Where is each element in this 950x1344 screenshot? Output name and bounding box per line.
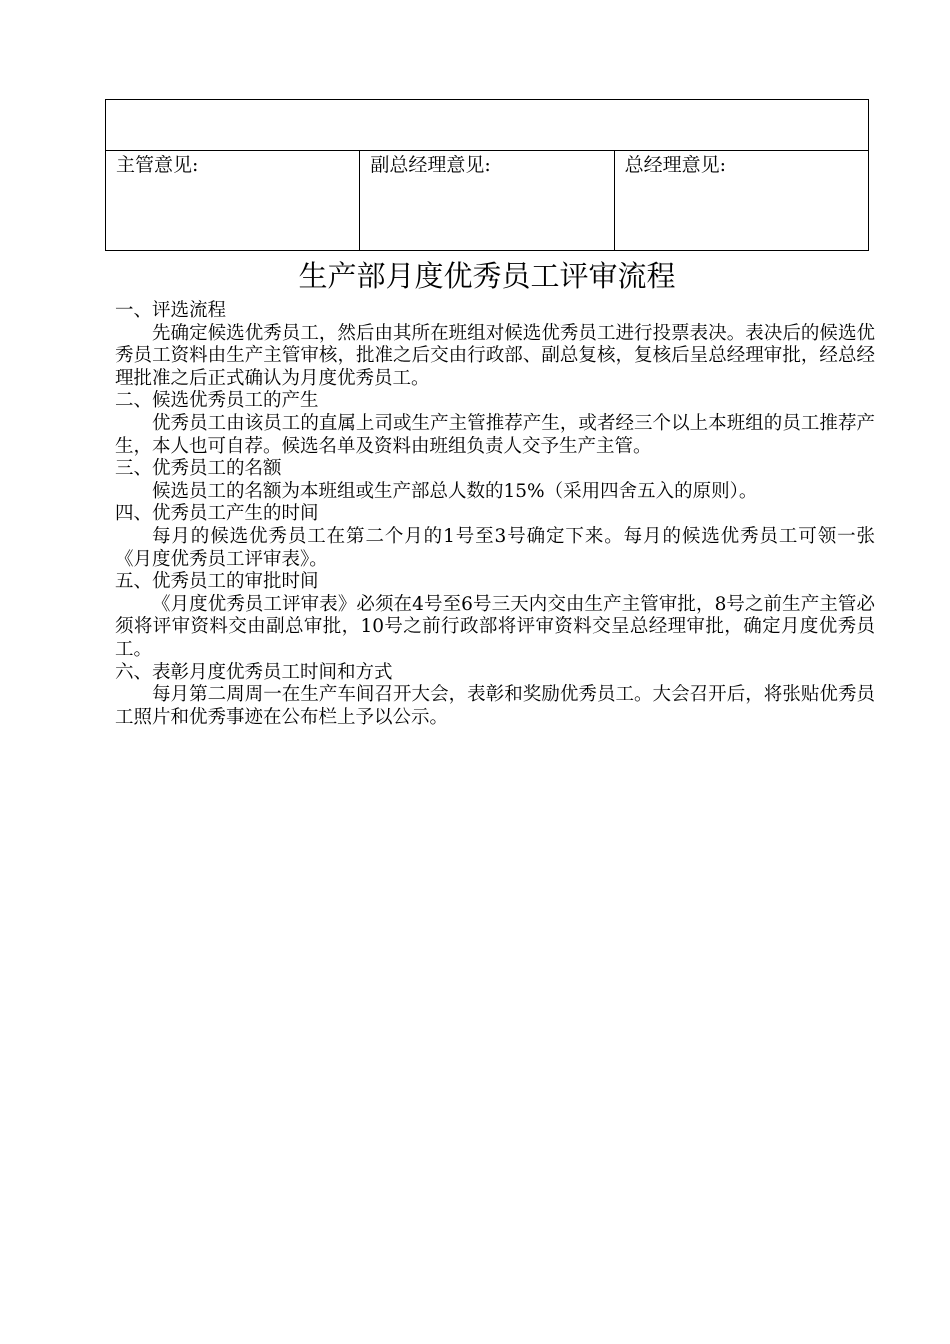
section-heading: 四、优秀员工产生的时间 [115, 503, 319, 525]
supervisor-opinion-cell [106, 151, 359, 250]
approval-table [105, 99, 869, 251]
section-heading: 一、评选流程 [115, 300, 227, 321]
section-heading: 三、优秀员工的名额 [115, 458, 282, 480]
gm-opinion-cell [614, 151, 868, 250]
section-paragraph: 先确定候选优秀员工，然后由其所在班组对候选优秀员工进行投票表决。表决后的候选优秀员工资料由生产主管审核，批准之后交由行政部、副总复核，复核后呈总经理审批，经总经理批准之后正式确认为月度优秀员工。 [115, 322, 875, 389]
supervisor-opinion-label: 主管意见: [116, 154, 199, 176]
section-paragraph: 候选员工的名额为本班组或生产部总人数的15%（采用四舍五入的原则）。 [152, 480, 758, 502]
approval-table-top-row [106, 100, 868, 151]
section-paragraph: 每月第二周周一在生产车间召开大会，表彰和奖励优秀员工。大会召开后，将张贴优秀员工照片和优秀事迹在公布栏上予以公示。 [115, 684, 875, 728]
section-paragraph: 优秀员工由该员工的直属上司或生产主管推荐产生，或者经三个以上本班组的员工推荐产生，本人也可自荐。候选名单及资料由班组负责人交予生产主管。 [115, 412, 875, 457]
section-heading: 六、表彰月度优秀员工时间和方式 [115, 661, 393, 683]
section-paragraph: 每月的候选优秀员工在第二个月的1号至3号确定下来。每月的候选优秀员工可领一张《月度优秀员工评审表》。 [115, 525, 875, 570]
document-title: 生产部月度优秀员工评审流程 [298, 259, 676, 293]
vice-gm-opinion-cell [359, 151, 613, 250]
approval-opinion-row [106, 151, 868, 250]
section-paragraph: 《月度优秀员工评审表》必须在4号至6号三天内交由生产主管审批，8号之前生产主管必须将评审资料交由副总审批，10号之前行政部将评审资料交呈总经理审批，确定月度优秀员工。 [115, 593, 875, 660]
section-heading: 五、优秀员工的审批时间 [115, 571, 319, 593]
section-heading: 二、候选优秀员工的产生 [115, 390, 319, 412]
document-body [115, 300, 875, 729]
gm-opinion-label: 总经理意见: [624, 154, 727, 176]
vice-gm-opinion-label: 副总经理意见: [370, 154, 491, 176]
